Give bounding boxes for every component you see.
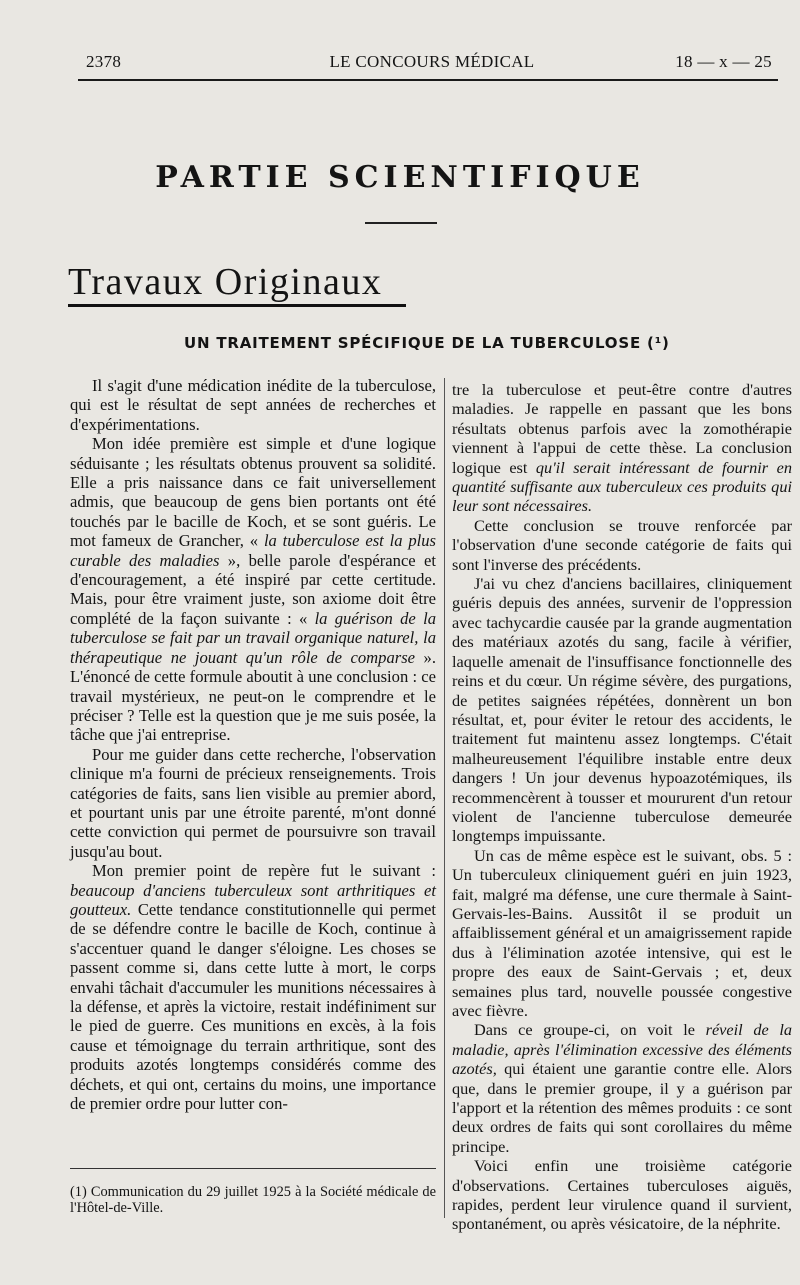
text-run: Un cas de même espèce est le suivant, obs. 5 : Un tuberculeux cliniquement guéri en juin 1923, fait, malgré ma défense, une cure thermale à Saint-Gervais-les-Bains. Aussitôt il se produit un affaiblissement général et un amaigrissement rapide dus à l'élimination azotée intensive, qui est le propre des eaux de Saint-Gervais ; et, deux semaines plus tard, nouvelle poussée congestive avec fièvre. — [452, 845, 792, 1020]
section-rule — [365, 222, 437, 224]
text-run: ». L'énoncé de cette formule aboutit à une conclusion : ce travail mystérieux, ne peut-on le comprendre et le préciser ? Telle est la question que je me suis posée, la tâche que j'ai entreprise. — [70, 647, 436, 745]
text-run: Dans ce groupe-ci, on voit le — [474, 1020, 706, 1040]
italic-text: la guérison de la tuberculose se fait par un travail organique naturel, la thérapeutique ne jouant qu'un rôle de comparse — [70, 608, 436, 667]
text-run: Cette tendance constitutionnelle qui permet de se défendre contre le bacille de Koch, continue à s'accentuer quand le danger s'éloigne. Les choses se passent comme si, dans cette lutte à mort, le corps envahi tâchait d'accumuler les munitions nécessaires à la défense, et après la victoire, restait indéfiniment sur le pied de guerre. Ces munitions en excès, à la fois cause et témoignage du terrain arthritique, sont des produits azotés longtemps considérés comme des déchets, et qui ont, certains du moins, une importance de premier ordre pour lutter con- — [70, 899, 436, 1114]
footnote-rule — [70, 1168, 436, 1169]
paragraph — [70, 376, 436, 434]
left-column — [70, 376, 436, 1113]
paragraph — [452, 516, 792, 574]
paragraph — [452, 380, 792, 516]
rubric-title: Travaux Originaux — [68, 261, 383, 303]
text-run: Voici enfin une troisième catégorie d'observations. Certaines tuberculoses aiguës, rapides, perdent leur virulence quand il survient, spontanément, ou après vésicatoire, de la néphrite. — [452, 1156, 792, 1234]
footnote-text: (1) Communication du 29 juillet 1925 à la Société médicale de l'Hôtel-de-Ville. — [70, 1184, 436, 1216]
paragraph — [452, 1156, 792, 1234]
rubric-rule — [68, 304, 406, 307]
issue-date: 18 — x — 25 — [675, 52, 772, 71]
text-run: », belle parole d'espérance et d'encouragement, a été inspiré par cette certitude. Mais, pour être vraiment juste, son axiome doit être complété de la façon suivante : « — [70, 550, 437, 628]
italic-text: beaucoup d'anciens tuberculeux sont arthritiques et goutteux. — [70, 880, 436, 919]
paragraph — [452, 846, 792, 1021]
header-rule — [78, 79, 778, 81]
text-run: qui étaient une garantie contre elle. Alors que, dans le premier groupe, il y a guérison par l'apport et la rétention des mêmes produits : ce sont deux ordres de faits qui sont corollaires du même principe. — [452, 1059, 792, 1156]
text-run: Pour me guider dans cette recherche, l'observation clinique m'a fourni de précieux renseignements. Trois catégories de faits, sans lien visible au premier abord, et pourtant unis par une étroite parenté, m'ont donné cette conviction qui permet de poursuivre son travail jusqu'au bout. — [70, 744, 436, 861]
italic-text: réveil de la maladie, après l'élimination excessive des éléments azotés, — [452, 1020, 792, 1079]
text-run: Cette conclusion se trouve renforcée par l'observation d'une seconde catégorie de faits qui sont l'inverse des précédents. — [452, 515, 792, 574]
column-divider — [444, 378, 445, 1218]
running-header — [78, 52, 786, 78]
paragraph — [70, 434, 436, 745]
text-run: Il s'agit d'une médication inédite de la tuberculose, qui est le résultat de sept années de recherches et d'expérimentations. — [70, 376, 436, 434]
paragraph — [70, 861, 436, 1113]
text-run: Mon premier point de repère fut le suivant : — [92, 861, 436, 881]
text-run: J'ai vu chez d'anciens bacillaires, cliniquement guéris depuis des années, survenir de l'oppression avec tachycardie causée par la grande augmentation des matériaux azotés du sang, facile à vérifier, laquelle amenait de l'insuffisance fonctionnelle des reins et du cœur. Un régime sévère, des purgations, de petites saignées répétées, donnèrent un bon résultat, et, pour éviter le retour des accidents, le traitement fut maintenu assez longtemps. C'était malheureusement l'équilibre instable entre deux dangers ! Un jour devenus hypoazotémiques, ils recommencèrent à tousser et moururent d'un retour violent de l'ancienne tuberculose demeurée longtemps impuissante. — [452, 574, 792, 846]
journal-title: LE CONCOURS MÉDICAL — [329, 52, 535, 71]
text-run: Mon idée première est simple et d'une logique séduisante ; les résultats obtenus prouvent sa solidité. Elle a pris naissance dans ce fait universellement admis, que beaucoup de gens bien portants ont été touchés par le bacille de Koch, et se sont guéris. Le mot fameux de Grancher, « — [70, 434, 436, 551]
section-title: PARTIE SCIENTIFIQUE — [155, 160, 645, 195]
paragraph — [452, 1020, 792, 1156]
page-number: 2378 — [86, 52, 122, 71]
paragraph — [70, 745, 436, 861]
right-column — [452, 380, 792, 1234]
article-title: UN TRAITEMENT SPÉCIFIQUE DE LA TUBERCULOSE (¹) — [184, 334, 670, 352]
text-run: tre la tuberculose et peut-être contre d'autres maladies. Je rappelle en passant que les bons résultats obtenus parfois avec la zomothérapie viennent à l'appui de cette thèse. La conclusion logique est — [452, 380, 792, 477]
footnote — [70, 1184, 436, 1216]
paragraph — [452, 574, 792, 846]
italic-text: la tuberculose est la plus curable des maladies — [70, 531, 436, 570]
italic-text: qu'il serait intéressant de fournir en quantité suffisante aux tuberculeux ces produits qui leur sont nécessaires. — [452, 457, 792, 516]
